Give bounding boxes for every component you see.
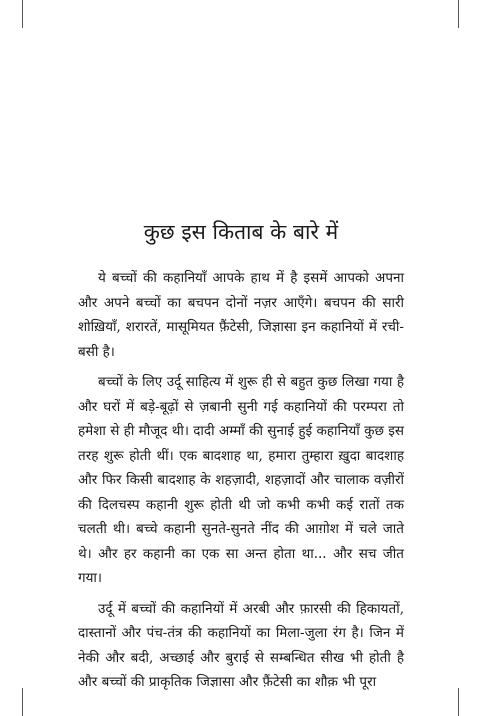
crop-mark-top-right	[458, 0, 459, 28]
crop-mark-bottom-right	[458, 688, 459, 716]
paragraph-2: बच्चों के लिए उर्दू साहित्य में शुरू ही से बहुत कुछ लिखा गया है और घरों में बड़े-बूढ़ों से ज़बानी सुनी गई कहानियों की परम्परा तो हमेशा से ही मौजूद थी। दादी अम्माँ की सुनाई हुई कहानियाँ कुछ इस तरह शुरू होती थीं। एक बादशाह था, हमारा तुम्हारा ख़ुदा बादशाह और फिर किसी बादशाह के शहज़ादी, शहज़ादों और चालाक वज़ीरों की दिलचस्प कहानी शुरू होती थी जो कभी कभी कई रातों तक चलती थी। बच्चे कहानी सुनते-सुनते नींद की आग़ोश में चले जाते थे। और हर कहानी का एक सा अन्त होता था... और सच जीत गया।	[78, 374, 404, 586]
chapter-title: कुछ इस किताब के बारे में	[143, 220, 339, 244]
paragraph-3: उर्दू में बच्चों की कहानियों में अरबी और फ़ारसी की हिकायतों, दास्तानों और पंच-तंत्र की कहानियों का मिला-जुला रंग है। जिन में नेकी और बदी, अच्छाई और बुराई से सम्बन्धित सीख भी होती है और बच्चों की प्राकृतिक जिज्ञासा और फ़ैंटेसी का शौक़ भी पूरा	[78, 600, 404, 690]
crop-mark-bottom-left	[22, 688, 23, 716]
crop-mark-top-left	[22, 0, 23, 28]
book-page	[78, 216, 404, 701]
paragraph-1: ये बच्चों की कहानियाँ आपके हाथ में है इसमें आपको अपना और अपने बच्चों का बचपन दोनों नज़र आएँगे। बचपन की सारी शोख़ियाँ, शरारतें, मासूमियत फ़ैंटेसी, जिज्ञासा इन कहानियों में रची-बसी है।	[78, 270, 404, 360]
